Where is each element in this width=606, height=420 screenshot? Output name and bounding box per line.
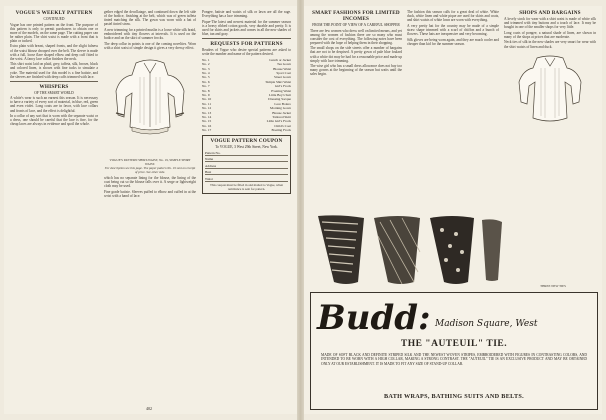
pattern-name: Lunch or Jacket [269,57,291,62]
page-gutter [297,0,304,420]
paragraph: A lovely stock for wear with a shirt waist is made of white silk and trimmed with tiny buttons and a touch of lace. It may be bought in one of the smaller shops for very little. [504,17,596,30]
paragraph: Neck ties of silk in the new shades are very smart for wear with the shirt waists of linen and duck. [504,40,596,49]
requests-intro: Readers of Vogue who desire special patterns are asked to write the number and name of the pattern desired. [202,48,291,57]
pattern-number: No. 5 [202,75,210,80]
weekly-pattern-heading: VOGUE'S WEEKLY PATTERN [15,10,93,16]
shirt-waist-illustration [110,53,190,157]
paragraph: The fashion this season calls for a great deal of white. White duck, white linen and white pique are used for skirts and coats, and shirt waists of white lawn are worn with everything. [407,10,499,23]
pattern-name: Lace Bolero [274,101,291,106]
right-page [304,6,602,414]
left-column-1 [10,10,98,408]
ad-brand: Budd: [317,298,431,338]
pattern-number: No. 8 [202,88,210,93]
paragraph: Extra plain with breast, shaped fronts, and the slight fulness of the waist blouse drooped over the belt. The sleeve is made with a full, loose flare shaped elbow and deep cuff fitted to the wrist. A fancy lace collar finishes the neck. [10,44,98,61]
paragraph: Pongee, batiste and waists of silk or lawn are all the rage. Everything has a lace trimming. [202,10,291,19]
paragraph: gether edged the decollatage, and continued down the left side of the bodice, finishing at the belt, which was of green taffeta tinted matching the silk. The gown was worn with a hat of pastel tinted straw. [104,10,196,27]
ties-caption: THREE NEW TIES [540,284,566,288]
paragraph: Fine grade batiste. Sleeves puffed to elbow and cuffed in at the wrist with a band of lace. [104,189,196,198]
ad-body: MADE OF SOFT BLACK AND DEFINITE STRIPED SILK AND THE NEWEST WOVEN STRIPES, EMBROIDERED WITH FIGURES IN CONTRASTING COLORS, AND INTENDED TO BE WORN WITH A HIGH COLLAR, MAKING A STRONG CONTRAST. THE "AUTEUIL" TIE IS AN EXCLUSIVE PRODUCT AND MAY BE OBTAINED ONLY AT OUR ESTABLISHMENT. IT IS MADE TO FIT ANY SIZE OF STAND-UP COLLAR. [321,353,587,366]
paragraph: The wise girl who has a small dress allowance does not buy too many gowns at the beginning of the season but waits until the sales begin. [310,64,402,77]
pattern-coupon[interactable] [202,135,291,195]
figure-caption: VOGUE'S PATTERN SHIRT-WAIST, No. 19, SIMPLE SHIRT WAIST. [109,157,191,166]
pattern-name: Blouse Waist [273,66,291,71]
pattern-name: Tea Gown [277,62,291,67]
paragraph: Vogue has one printed pattern on the front. The purpose of this pattern is only to permit purchasers to obtain one or more of the models, on the same page. The cutting paper can be rather plain. The shirt waist is made with a front that is plain or tucked. [10,22,98,43]
coupon-subheading: To VOGUE, 3 West 29th Street, New York. [215,144,278,149]
pattern-number: No. 6 [202,79,210,84]
pattern-name: Dressing Sacque [268,97,291,102]
pattern-name: Boating Frock [271,128,291,133]
pattern-request-list [202,58,291,133]
left-page [4,6,297,414]
coupon-line[interactable]: Bust [205,170,288,175]
figure-note: For description see this page. The paper pattern No. 19 sent on receipt of price. See other side. [104,165,196,174]
pattern-number: No. 15 [202,119,212,124]
pattern-number: No. 2 [202,62,210,67]
coupon-heading: VOGUE PATTERN COUPON [210,137,283,144]
paragraph: Silk gloves are being worn again, and they are much cooler and cheaper than kid for the summer season. [407,37,499,46]
coupon-note: This coupon must be filled in and mailed to Vogue, when remittance is sent for pattern. [210,183,283,192]
ties-illustration [310,212,506,290]
pattern-number: No. 9 [202,93,210,97]
coupon-line[interactable]: Waist [205,177,288,182]
pattern-number: No. 1 [202,57,210,62]
pattern-name: Blouse Jacket [272,110,291,115]
ad-footer: BATH WRAPS, BATHING SUITS AND BELTS. [383,393,525,400]
paragraph: The deep collar in points is one of the coming novelties. Worn with a shirt waist of simple design it gives a very dressy effect. [104,41,196,50]
pattern-name: Little Girl's Frock [266,119,291,124]
pattern-number: No. 16 [202,123,212,128]
pattern-number: No. 4 [202,70,210,75]
pattern-number: No. 3 [202,66,210,71]
budd-advertisement[interactable] [310,292,598,410]
smart-fashions-subheading: FROM THE POINT OF VIEW OF A CAREFUL SHOPPER [312,23,400,27]
pattern-number: No. 7 [202,84,210,89]
coupon-line[interactable]: Name [205,157,288,162]
pattern-number: No. 10 [202,97,212,102]
pattern-name: Morning Gown [269,106,291,111]
ad-address: Madison Square, West [435,319,538,329]
divider [10,81,98,82]
paragraph: Long coats of pongee, a natural shade of linen, are shown in many of the shops at prices that are moderate. [504,30,596,39]
paragraph: A very pretty hat for the country may be made of a simple straw shape trimmed with a scarf of chiffon and a bunch of flowers. These hats are inexpensive and very becoming. [407,23,499,36]
paragraph: In a collar of any sort that is worn with the separate waist or a dress, one should be careful that the lace is fine, for the cheap laces are always in evidence and spoil the whole. [10,114,98,127]
pattern-name: Street Gown [273,75,291,80]
paragraph: which has no separate lining for the blouse, the lining of the coat being cut so the blouse falls over it. A serge or lightweight cloth may be used. [104,175,196,189]
smart-fashions-heading: SMART FASHIONS FOR LIMITED INCOMES [312,10,400,22]
paragraph: This shirt waist laid on plaid, grey, taffeta, silk, brown, black and colored linen, is shown with fine tucks to simulate a yoke. The material used for this model is a fine batiste, and the sleeves are finished with deep cuffs trimmed with lace. [10,62,98,79]
coupon-line[interactable]: Address [205,164,288,169]
pattern-name: Girl's Frock [274,84,291,89]
paragraph: There are few women who dress well on limited means, and yet among the women of fashion there are so many who must consider the cost of everything. The following notes have been prepared with the hope of helping them in their shopping. [310,28,402,45]
pattern-number: No. 13 [202,110,212,115]
pattern-number: No. 11 [202,101,212,106]
pattern-name: Sport Coat [276,70,291,75]
pattern-request-item [202,128,291,132]
paragraph: Pique-The latest and newest material for the summer season is a heavy ribbed cotton goods, very durable and pretty. It is used for skirts and jackets and comes in all the new shades of blue, tan and gray. [202,19,291,36]
pattern-name: Evening Waist [271,88,291,93]
pattern-name: Little Boy's Suit [268,93,291,97]
paragraph: The small shops on the side streets offer a number of bargains that are not to be despised. A pretty gown of pale blue foulard with a white dot may be had for a reasonable price and made up simply with lace trimming. [310,46,402,63]
pattern-name: Tailored Skirt [272,115,291,120]
requests-heading: REQUESTS FOR PATTERNS [210,41,283,48]
pattern-number: No. 12 [202,106,212,111]
coupon-line[interactable]: Pattern No. [205,151,288,156]
pattern-number: No. 14 [202,115,212,120]
pattern-number: No. 17 [202,128,212,133]
whispers-heading: WHISPERS [39,83,69,90]
blouse-illustration [515,52,585,128]
page-number: 402 [146,406,152,411]
pattern-name: Simple Shirt Waist [265,79,291,84]
divider [202,38,291,39]
left-column-3 [202,10,291,408]
shops-heading: SHOPS AND BARGAINS [519,10,581,16]
paragraph: A new trimming for a printed muslin is a loose white silk braid, embroidered with tiny flowers at intervals. It is used on the bodice and on the skirt of summer frocks. [104,27,196,41]
pattern-name: Child's Coat [274,123,291,128]
left-column-2 [104,10,196,408]
paragraph: A white's wear is such an earnest this season. It is necessary to have a variety of every sort of material, in blue, red, green and even violet. Long coats are in favor, with lace collars and fronts of lace, and the effect is delightful. [10,96,98,113]
whispers-subheading: OF THE SMART WORLD [34,90,74,95]
right-column-3 [504,10,596,288]
weekly-pattern-subheading: CONTINUED [43,17,65,21]
ad-headline: THE "AUTEUIL" TIE. [400,339,508,349]
